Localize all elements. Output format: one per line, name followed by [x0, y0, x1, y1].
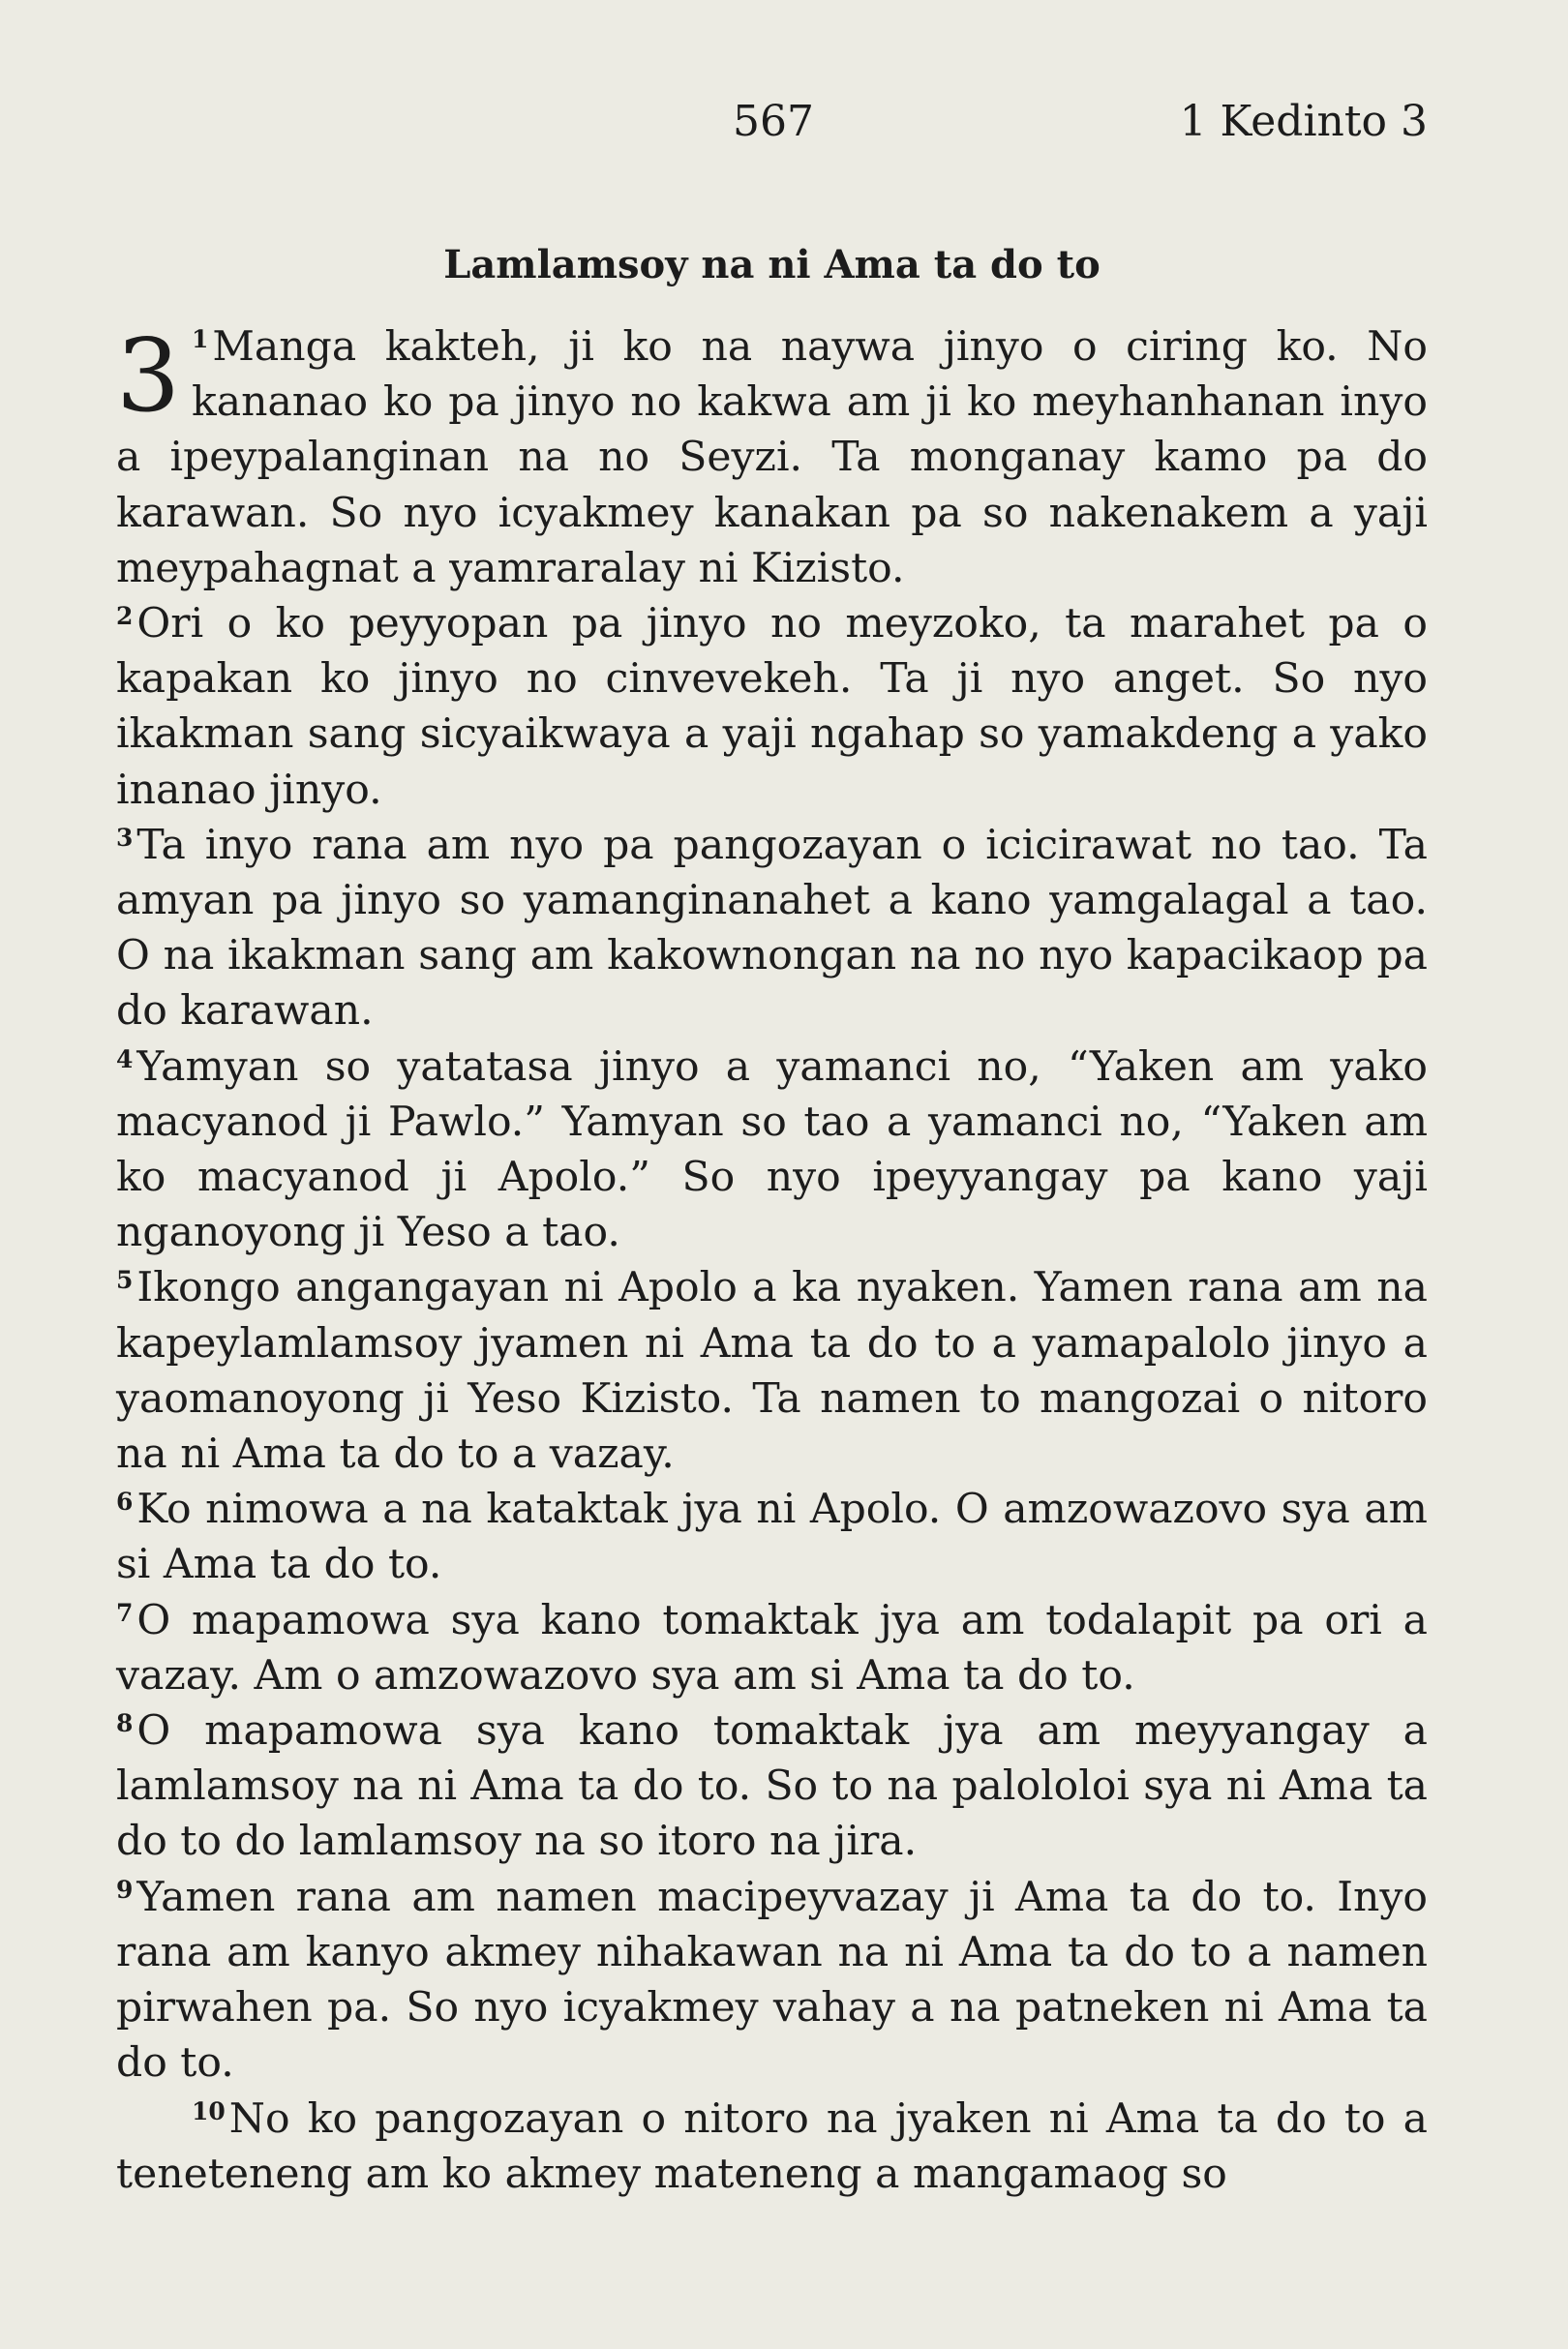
verse-number: 10 — [192, 2096, 226, 2125]
verse-text: O mapamowa sya kano tomaktak jya am meyyangay a lamlamsoy na ni Ama ta do to. So to na palololoi sya ni Ama ta do to do lamlamsoy na so itoro na jira. — [116, 1707, 1428, 1866]
verse-4 — [116, 1039, 1428, 1261]
page-number: 567 — [733, 97, 814, 146]
page-header — [116, 97, 1428, 155]
verse-text: Ori o ko peyyopan pa jinyo no meyzoko, ta marahet pa o kapakan ko jinyo no cinvevekeh. Ta ji nyo anget. So nyo ikakman sang sicyaikwaya a yaji ngahap so yamakdeng a yako inanao jinyo. — [116, 600, 1428, 814]
verse-8 — [116, 1703, 1428, 1870]
verse-number: 8 — [116, 1709, 134, 1738]
verse-9 — [116, 1870, 1428, 2092]
body-text — [116, 316, 1428, 2202]
verse-text: Ta inyo rana am nyo pa pangozayan o icicirawat no tao. Ta amyan pa jinyo so yamanginanahet a kano yamgalagal a tao. O na ikakman sang am kakownongan na no nyo kapacikaop pa do karawan. — [116, 821, 1428, 1036]
running-head: 1 Kedinto 3 — [1179, 97, 1428, 146]
verse-number: 7 — [116, 1598, 134, 1627]
verse-10 — [116, 2092, 1428, 2202]
verse-5 — [116, 1260, 1428, 1482]
verse-text: No ko pangozayan o nitoro na jyaken ni Ama ta do to a teneteneng am ko akmey mateneng a mangamaog so — [116, 2094, 1428, 2198]
verse-number: 9 — [116, 1875, 134, 1904]
verse-text: Ikongo angangayan ni Apolo a ka nyaken. Yamen rana am na kapeylamlamsoy jyamen ni Ama ta do to a yamapalolo jinyo a yaomanoyong ji Yeso Kizisto. Ta namen to mangozai o nitoro na ni Ama ta do to a vazay. — [116, 1264, 1428, 1479]
section-title: Lamlamsoy na ni Ama ta do to — [443, 242, 1101, 287]
verse-6 — [116, 1482, 1428, 1592]
verse-number: 3 — [116, 823, 134, 852]
verse-2 — [116, 596, 1428, 818]
verse-number: 6 — [116, 1488, 134, 1517]
verse-7 — [116, 1593, 1428, 1703]
verse-number: 2 — [116, 602, 134, 631]
verse-number: 4 — [116, 1044, 134, 1073]
verse-text: Yamen rana am namen macipeyvazay ji Ama ta do to. Inyo rana am kanyo akmey nihakawan na ni Ama ta do to a namen pirwahen pa. So nyo icyakmey vahay a na patneken ni Ama ta do to. — [116, 1873, 1428, 2088]
verse-3 — [116, 818, 1428, 1039]
verse-text: Manga kakteh, ji ko na naywa jinyo o ciring ko. No kananao ko pa jinyo no kakwa am ji ko meyhanhanan inyo a ipeypalanginan na no Seyzi. Ta monganay kamo pa do karawan. So nyo icyakmey kanakan pa so nakenakem a yaji meypahagnat a yamraralay ni Kizisto. — [116, 323, 1428, 592]
chapter-number: 3 — [116, 316, 181, 435]
verse-text: O mapamowa sya kano tomaktak jya am todalapit pa ori a vazay. Am o amzowazovo sya am si Ama ta do to. — [116, 1596, 1428, 1700]
verse-number: 1 — [192, 325, 209, 353]
verse-text: Yamyan so yatatasa jinyo a yamanci no, “Yaken am yako macyanod ji Pawlo.” Yamyan so tao a yamanci no, “Yaken am ko macyanod ji Apolo.” So nyo ipeyyangay pa kano yaji nganoyong ji Yeso a tao. — [116, 1042, 1428, 1257]
verse-number: 5 — [116, 1266, 134, 1295]
verse-text: Ko nimowa a na kataktak jya ni Apolo. O amzowazovo sya am si Ama ta do to. — [116, 1486, 1428, 1589]
verse-1 — [116, 316, 1428, 596]
